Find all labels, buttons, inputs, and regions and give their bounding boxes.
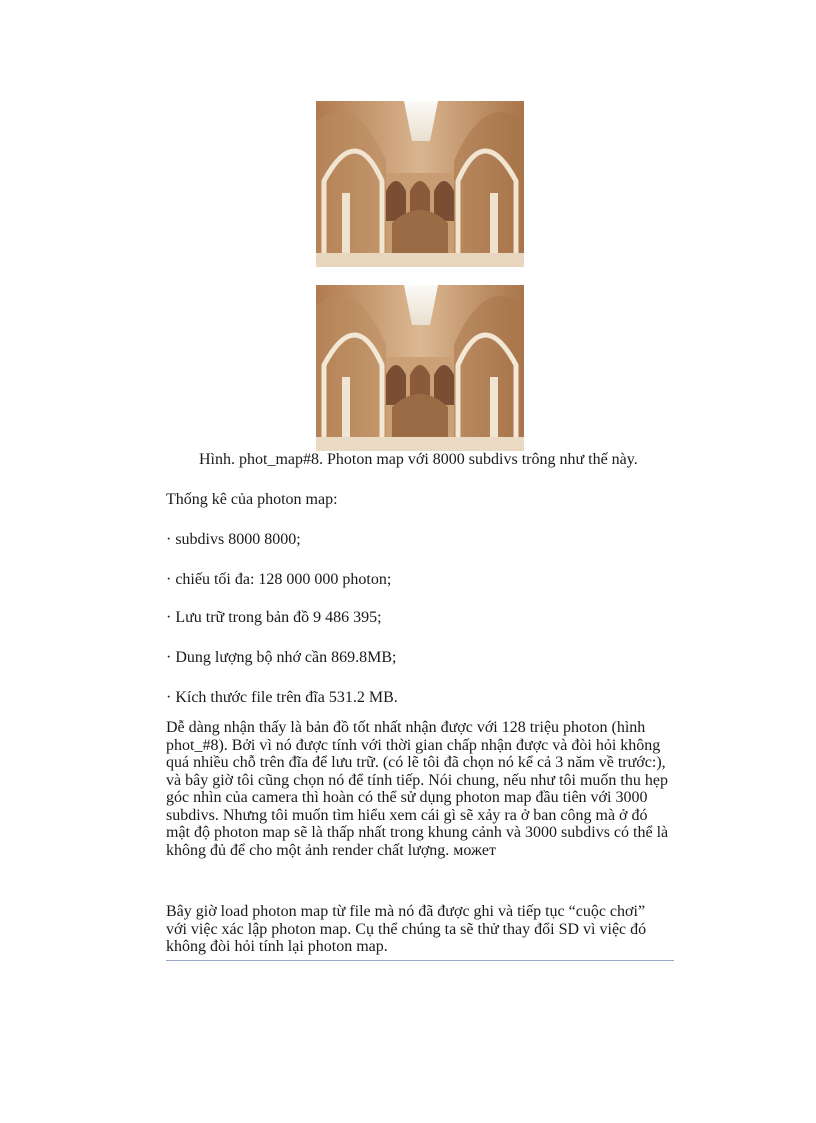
stats-list-item: · Dung lượng bộ nhớ cần 869.8MB; [166, 649, 397, 666]
courtyard-render-image-2 [316, 285, 524, 451]
stats-list-item: · Lưu trữ trong bản đồ 9 486 395; [166, 609, 382, 626]
figure-caption: Hình. phot_map#8. Photon map với 8000 subdivs trông như thế này. [199, 451, 638, 468]
courtyard-render-1-svg [316, 101, 524, 267]
body-paragraph-1: Dễ dàng nhận thấy là bản đồ tốt nhất nhận được với 128 triệu photon (hình phot_#8). Bởi vì nó được tính với thời gian chấp nhận được và đòi hỏi không quá nhiều chỗ trên đĩa để lưu trữ. (có lẽ tôi đã chọn nó kể cả 3 năm về trước:), và bây giờ tôi cũng chọn nó để tính tiếp. Nói chung, nếu như tôi muốn thu hẹp góc nhìn của camera thì hoàn có thể sử dụng photon map đầu tiên với 3000 subdivs. Nhưng tôi muốn tìm hiểu xem cái gì sẽ xảy ra ở ban công mà ở đó mật độ photon map sẽ là thấp nhất trong khung cảnh và 3000 subdivs có thể là không đủ để cho một ảnh render chất lượng. может [166, 719, 669, 859]
courtyard-render-image-1 [316, 101, 524, 267]
stats-heading: Thống kê của photon map: [166, 491, 338, 508]
horizontal-rule [166, 960, 674, 961]
stats-list-item: · Kích thước file trên đĩa 531.2 MB. [166, 689, 398, 706]
courtyard-render-2-svg [316, 285, 524, 451]
stats-list-item: · chiếu tối đa: 128 000 000 photon; [166, 571, 392, 588]
body-paragraph-2: Bây giờ load photon map từ file mà nó đã được ghi và tiếp tục “cuộc chơi” với việc xác lập photon map. Cụ thể chúng ta sẽ thử thay đổi SD vì việc đó không đòi hỏi tính lại photon map. [166, 903, 647, 955]
stats-list-item: · subdivs 8000 8000; [166, 531, 301, 548]
